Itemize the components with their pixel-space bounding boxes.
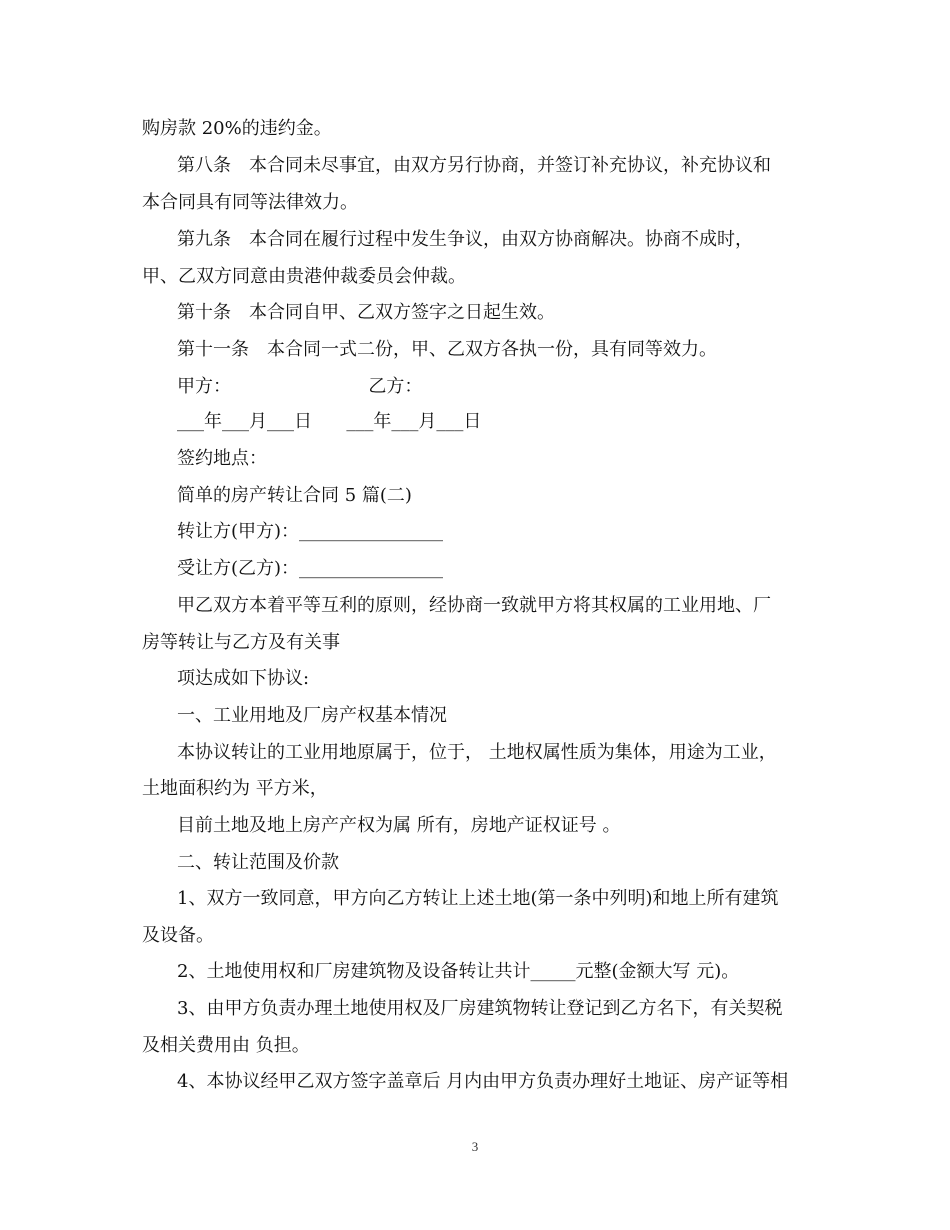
text-line: 甲乙双方本着平等互利的原则，经协商一致就甲方将其权属的工业用地、厂 (177, 595, 771, 616)
text-line: 及设备。 (142, 925, 214, 946)
text-line: 项达成如下协议: (177, 668, 310, 689)
transferor-line: 转让方(甲方)：________________ (177, 521, 444, 542)
signature-parties-line: 甲方： 乙方： (177, 376, 423, 397)
signature-dates-line: ___年___月___日 ___年___月___日 (177, 411, 482, 432)
text-line: 甲、乙双方同意由贵港仲裁委员会仲裁。 (142, 266, 466, 287)
text-line: 3、由甲方负责办理土地使用权及厂房建筑物转让登记到乙方名下，有关契税 (177, 998, 783, 1019)
section-heading: 二、转让范围及价款 (177, 852, 339, 873)
text-line: 本合同具有同等法律效力。 (142, 192, 358, 213)
page-number: 3 (471, 1139, 479, 1154)
section-title: 简单的房产转让合同 5 篇(二) (177, 485, 412, 506)
text-line: 2、土地使用权和厂房建筑物及设备转让共计_____元整(金额大写 元)。 (177, 961, 740, 982)
text-line: 购房款 20%的违约金。 (142, 118, 332, 139)
text-line: 房等转让与乙方及有关事 (142, 632, 340, 653)
signing-location-line: 签约地点： (177, 448, 267, 469)
text-line: 第十条 本合同自甲、乙双方签字之日起生效。 (177, 302, 555, 323)
text-line: 土地面积约为 平方米， (142, 778, 328, 799)
text-line: 目前土地及地上房产产权为属 所有，房地产证权证号 。 (177, 815, 621, 836)
text-line: 第九条 本合同在履行过程中发生争议，由双方协商解决。协商不成时， (177, 229, 753, 250)
text-line: 1、双方一致同意，甲方向乙方转让上述土地(第一条中列明)和地上所有建筑 (177, 888, 779, 909)
text-line: 4、本协议经甲乙双方签字盖章后 月内由甲方负责办理好土地证、房产证等相 (177, 1071, 789, 1092)
text-line: 及相关费用由 负担。 (142, 1035, 310, 1056)
text-line: 第八条 本合同未尽事宜，由双方另行协商，并签订补充协议，补充协议和 (177, 155, 771, 176)
text-line: 本协议转让的工业用地原属于，位于， 土地权属性质为集体，用途为工业， (177, 742, 777, 763)
text-line: 第十一条 本合同一式二份，甲、乙双方各执一份，具有同等效力。 (177, 339, 717, 360)
section-heading: 一、工业用地及厂房产权基本情况 (177, 705, 447, 726)
transferee-line: 受让方(乙方)：________________ (177, 558, 444, 579)
